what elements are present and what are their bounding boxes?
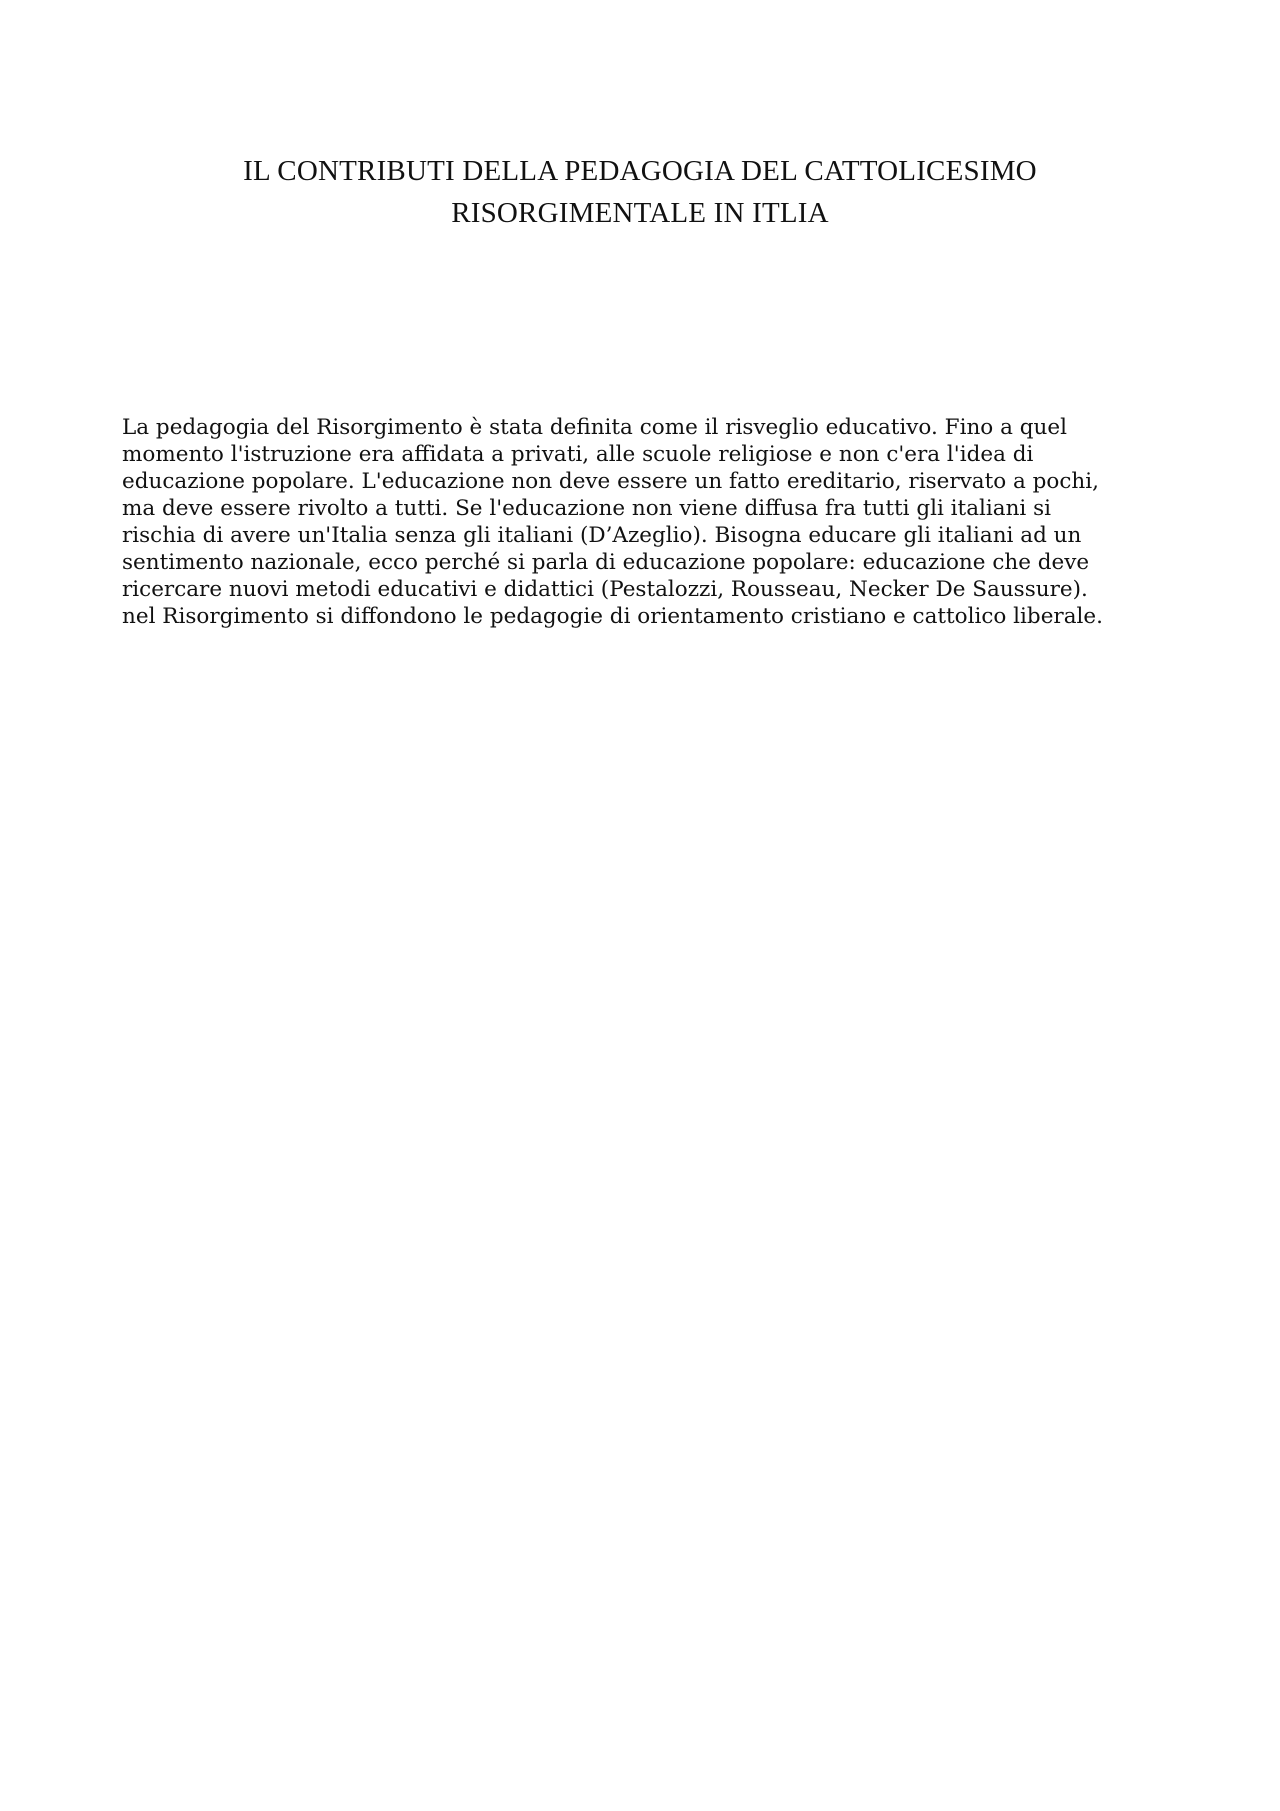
paragraph-line-8: nel Risorgimento si diffondono le pedagogie di orientamento cristiano e cattolico liberale. [122, 604, 1103, 629]
document-title [140, 150, 1140, 234]
paragraph-line-2: momento l'istruzione era affidata a privati, alle scuole religiose e non c'era l'idea di [122, 442, 1034, 467]
paragraph-line-7: ricercare nuovi metodi educativi e didattici (Pestalozzi, Rousseau, Necker De Saussure). [122, 577, 1088, 602]
paragraph-line-1: La pedagogia del Risorgimento è stata definita come il risveglio educativo. Fino a quel [122, 415, 1067, 440]
paragraph-line-3: educazione popolare. L'educazione non deve essere un fatto ereditario, riservato a pochi, [122, 469, 1099, 494]
title-line-2: RISORGIMENTALE IN ITLIA [451, 197, 829, 229]
paragraph-line-4: ma deve essere rivolto a tutti. Se l'educazione non viene diffusa fra tutti gli italiani si [122, 496, 1052, 521]
body-paragraph [122, 414, 1162, 630]
paragraph-line-5: rischia di avere un'Italia senza gli italiani (D’Azeglio). Bisogna educare gli italiani ad un [122, 523, 1082, 548]
paragraph-line-6: sentimento nazionale, ecco perché si parla di educazione popolare: educazione che deve [122, 550, 1090, 575]
title-line-1: IL CONTRIBUTI DELLA PEDAGOGIA DEL CATTOLICESIMO [243, 155, 1037, 187]
